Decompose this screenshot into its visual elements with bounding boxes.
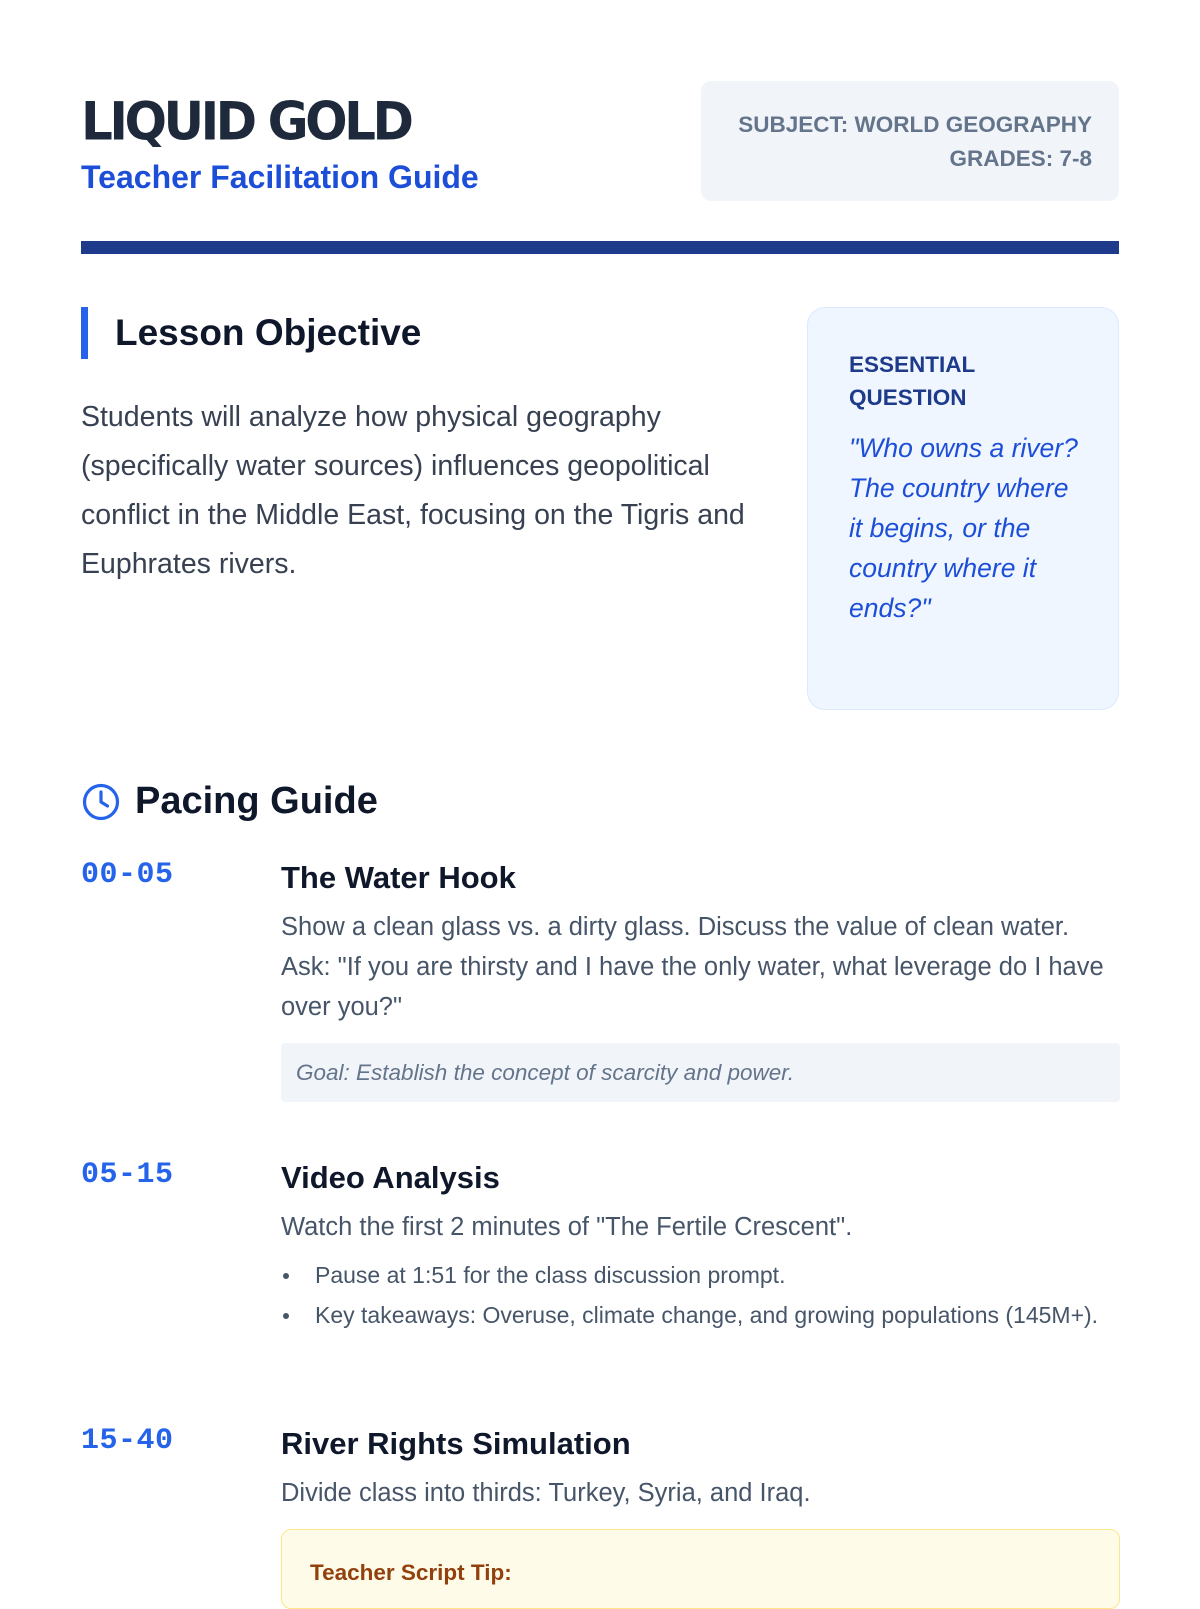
step-body bbox=[281, 858, 1120, 1102]
objective-section bbox=[81, 255, 1119, 725]
step-bullet-list bbox=[281, 1259, 1120, 1331]
step-description: Divide class into thirds: Turkey, Syria, and Iraq. bbox=[281, 1479, 811, 1507]
step-body bbox=[281, 1158, 1120, 1339]
step-goal: Goal: Establish the concept of scarcity and power. bbox=[281, 1043, 1120, 1102]
essential-question-box bbox=[807, 307, 1119, 710]
subject-grades-box bbox=[701, 81, 1119, 201]
document-title: LIQUID GOLD bbox=[81, 90, 411, 153]
step-time: 00-05 bbox=[81, 858, 174, 892]
bullet-item: Pause at 1:51 for the class discussion prompt. bbox=[281, 1259, 1120, 1291]
header-divider bbox=[81, 241, 1119, 254]
step-time: 15-40 bbox=[81, 1424, 174, 1458]
objective-content bbox=[81, 307, 761, 589]
pacing-heading bbox=[81, 780, 378, 823]
step-time: 05-15 bbox=[81, 1158, 174, 1192]
step-title: Video Analysis bbox=[281, 1160, 500, 1195]
objective-heading bbox=[81, 307, 761, 359]
step-description: Show a clean glass vs. a dirty glass. Discuss the value of clean water. Ask: "If you are thirsty and I have the only water, what leverage do I have over you?" bbox=[281, 913, 1104, 1021]
objective-heading-text: Lesson Objective bbox=[115, 312, 422, 353]
step-description: Watch the first 2 minutes of "The Fertile Crescent". bbox=[281, 1213, 853, 1241]
teacher-tip-label: Teacher Script Tip: bbox=[310, 1560, 512, 1585]
teacher-tip-box bbox=[281, 1529, 1120, 1609]
grades-label: GRADES: 7-8 bbox=[949, 146, 1092, 171]
bullet-item: Key takeaways: Overuse, climate change, and growing populations (145M+). bbox=[281, 1299, 1120, 1331]
step-title: River Rights Simulation bbox=[281, 1426, 631, 1461]
step-body bbox=[281, 1424, 1120, 1609]
document-subtitle: Teacher Facilitation Guide bbox=[81, 159, 479, 195]
pacing-heading-text: Pacing Guide bbox=[135, 780, 378, 822]
step-title: The Water Hook bbox=[281, 860, 516, 895]
clock-icon bbox=[81, 782, 121, 822]
objective-text: Students will analyze how physical geography (specifically water sources) influences geopolitical conflict in the Middle East, focusing on the Tigris and Euphrates rivers. bbox=[81, 401, 745, 580]
essential-question-text: "Who owns a river? The country where it begins, or the country where it ends?" bbox=[849, 433, 1078, 623]
subject-label: SUBJECT: WORLD GEOGRAPHY bbox=[738, 112, 1092, 137]
header bbox=[81, 0, 1119, 255]
essential-question-label: ESSENTIAL QUESTION bbox=[849, 352, 975, 410]
